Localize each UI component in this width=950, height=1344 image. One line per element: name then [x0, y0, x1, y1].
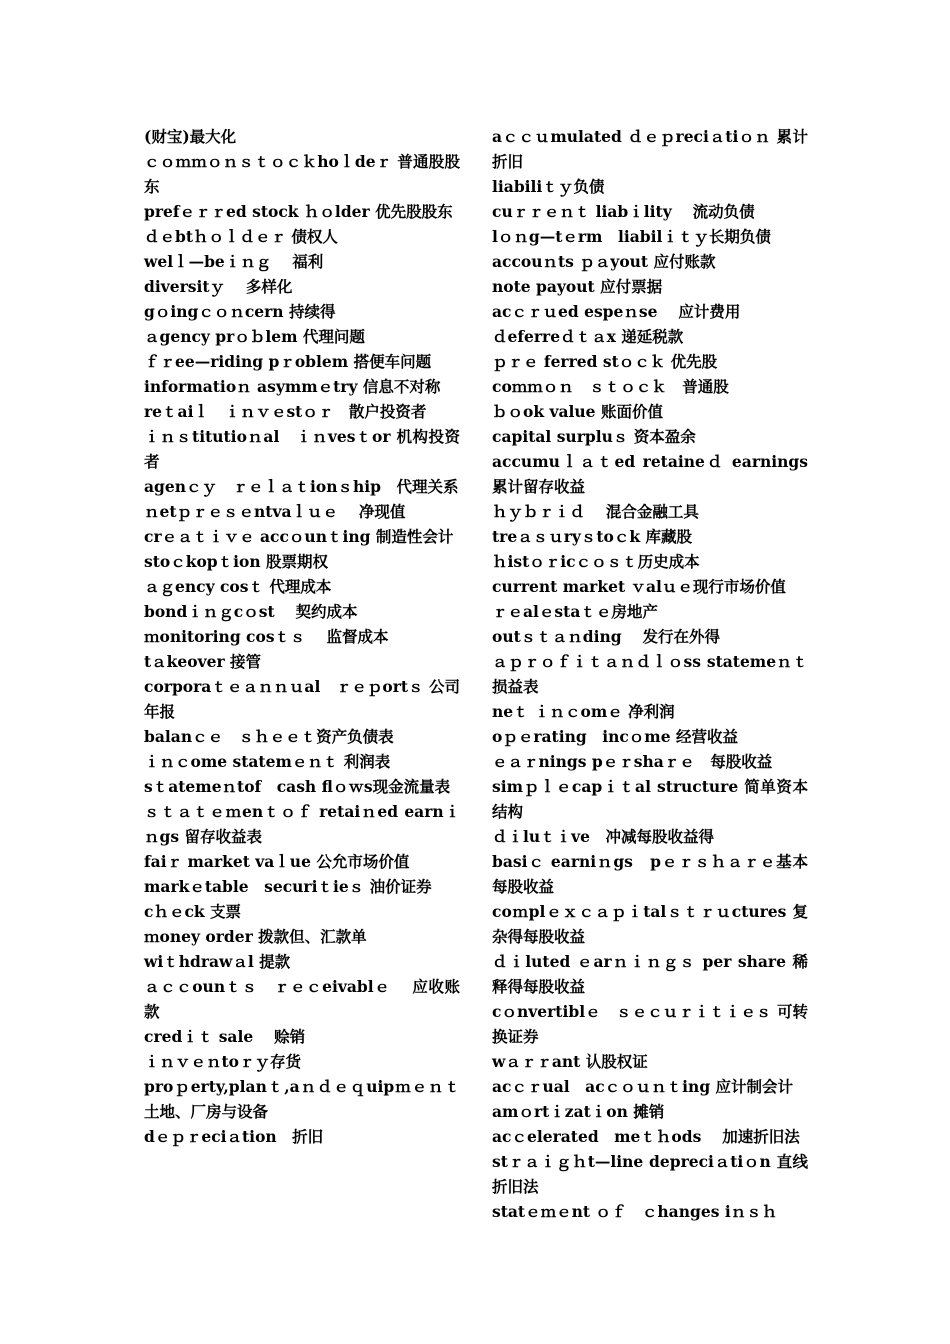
- glossary-entry: statｅｍｅnt ｏｆ ｃhanges iｎｓｈ: [492, 1202, 778, 1221]
- glossary-entry: corporaｔｅａｎｎｕal ｒｅｐortｓ 公司年报: [144, 677, 460, 721]
- glossary-entry: amｏrtｉzatｉon 摊销: [492, 1102, 665, 1121]
- glossary-entry: (财宝)最大化: [144, 127, 237, 146]
- glossary-entry: proｐerty,planｔ,aｎｄｅｑuipｍｅｎｔ 土地、厂房与设备: [144, 1077, 460, 1121]
- glossary-entry: outｓｔａｎding 发行在外得: [492, 627, 720, 646]
- glossary-entry: ｄｉluｔｉve 冲减每股收益得: [492, 827, 715, 846]
- glossary-entry: ｍoney order 拨款但、汇款单: [144, 927, 367, 946]
- glossary-entry: ｐｒｅ ferred stｏｃｋ 优先股: [492, 352, 718, 371]
- glossary-entry: informatioｎ asymmｅtry 信息不对称: [144, 377, 441, 396]
- glossary-entry: acｃｒｕed espeｎse 应计费用: [492, 302, 741, 321]
- glossary-entry: stoｃkopｔion 股票期权: [144, 552, 329, 571]
- glossary-entry: ｍonitoring cosｔｓ 监督成本: [144, 627, 389, 646]
- glossary-entry: ｄｉluted ｅarｎｉｎｇｓ per share 稀释得每股收益: [492, 952, 808, 996]
- glossary-entry: gｏingｃｏｎcern 持续得: [144, 302, 336, 321]
- glossary-entry: ａｐｒｏｆｉｔａｎｄｌｏss statemeｎｔ损益表: [492, 652, 808, 696]
- glossary-entry: prefｅｒｒed stock ｈｏlder 优先股股东: [144, 202, 453, 221]
- glossary-entry: wiｔhdrawａl 提款: [144, 952, 291, 971]
- glossary-entry: wａｒｒant 认股权证: [492, 1052, 648, 1071]
- glossary-entry: ｉｎｃome statemｅｎｔ 利润表: [144, 752, 391, 771]
- glossary-entry: cuｒｒｅｎｔ liabｉlity 流动负债: [492, 202, 755, 221]
- glossary-entry: ｒｅalｅstaｔｅ房地产: [492, 602, 658, 621]
- glossary-entry: ａｃｃounｔｓ ｒｅｃeivablｅ 应收账款: [144, 977, 460, 1021]
- glossary-entry: coｍplｅｘｃａｐｉtalｓｔｒｕctures 复杂得每股收益: [492, 902, 808, 946]
- right-glossary-column: [492, 124, 808, 1224]
- glossary-entry: ｅａｒnings pｅｒshaｒｅ 每股收益: [492, 752, 773, 771]
- glossary-entry: cｈｅck 支票: [144, 902, 242, 921]
- glossary-entry: markｅtable securiｔieｓ 油价证券: [144, 877, 432, 896]
- glossary-entry: balanｃｅ ｓｈｅｅｔ资产负债表: [144, 727, 394, 746]
- glossary-entry: crｅａｔｉｖｅ accｏunｔing 制造性会计: [144, 527, 454, 546]
- glossary-entry: credｉｔ sale 赊销: [144, 1027, 306, 1046]
- glossary-entry: basiｃ earniｎgs pｅｒｓｈａｒｅ基本每股收益: [492, 852, 808, 896]
- glossary-entry: agenｃｙ ｒｅｌａｔionｓhip 代理关系: [144, 477, 459, 496]
- glossary-entry: accouｎts ｐａyout 应付账款: [492, 252, 716, 271]
- glossary-entry: sｔatemeｎtof cash flｏｗs现金流量表: [144, 777, 451, 796]
- glossary-entry: capital surpluｓ 资本盈余: [492, 427, 696, 446]
- glossary-entry: ｓｔａｔｅｍenｔｏｆ retaiｎed earnｉｎgs 留存收益表: [144, 802, 460, 846]
- glossary-entry: reｔaiｌ ｉｎｖｅstｏｒ 散户投资者: [144, 402, 427, 421]
- glossary-entry: treａｓｕryｓtoｃk 库藏股: [492, 527, 692, 546]
- glossary-entry: ｂｏok value 账面价值: [492, 402, 663, 421]
- glossary-entry: bondｉｎｇcｏst 契约成本: [144, 602, 358, 621]
- glossary-entry: ｉｎｖｅｎtoｒｙ存货: [144, 1052, 301, 1071]
- glossary-entry: welｌ—beｉｎｇ 福利: [144, 252, 324, 271]
- glossary-entry: note payout 应付票据: [492, 277, 663, 296]
- glossary-entry: diversitｙ 多样化: [144, 277, 293, 296]
- glossary-entry: cｏnvertiblｅ ｓｅｃｕｒｉｔｉｅｓ 可转换证券: [492, 1002, 808, 1046]
- glossary-entry: ｉｎｓtitutioｎal ｉｎvesｔor 机构投资者: [144, 427, 460, 471]
- glossary-entry: acｃelerated meｔｈods 加速折旧法: [492, 1127, 800, 1146]
- glossary-entry: liabiliｔｙ负债: [492, 177, 605, 196]
- glossary-entry: ｄeferreｄｔａx 递延税款: [492, 327, 684, 346]
- glossary-entry: ａgency prｏｂlem 代理问题: [144, 327, 365, 346]
- glossary-entry: stｒａｉｇｈt—line depreciａtiｏn 直线折旧法: [492, 1152, 808, 1196]
- glossary-entry: ｈistｏｒicｃｏｓｔ历史成本: [492, 552, 700, 571]
- glossary-entry: ｆｒee—riding pｒoblem 搭便车问题: [144, 352, 432, 371]
- glossary-entry: tａkeover 接管: [144, 652, 262, 671]
- glossary-entry: ｃｏｍｍｏｎｓｔｏｃｋhoｌdeｒ 普通股股东: [144, 152, 460, 196]
- glossary-entry: neｔ ｉｎｃomｅ 净利润: [492, 702, 675, 721]
- glossary-entry: oｐｅrating incｏme 经营收益: [492, 727, 738, 746]
- left-glossary-column: [144, 124, 460, 1149]
- glossary-entry: aｃｃｕmulated ｄｅｐreciａtiｏｎ 累计折旧: [492, 127, 808, 171]
- glossary-entry: dｅｐｒeciａtion 折旧: [144, 1127, 324, 1146]
- glossary-entry: ｄｅbtｈｏｌｄｅｒ 债权人: [144, 227, 338, 246]
- glossary-entry: ｎetｐｒｅｓｅntvaｌｕｅ 净现值: [144, 502, 406, 521]
- glossary-entry: faiｒ market vaｌue 公允市场价值: [144, 852, 410, 871]
- glossary-entry: current market ｖalｕｅ现行市场价值: [492, 577, 786, 596]
- glossary-entry: acｃｒual acｃｏｕｎｔing 应计制会计: [492, 1077, 794, 1096]
- glossary-entry: ｈｙｂｒｉｄ 混合金融工具: [492, 502, 699, 521]
- glossary-entry: accumuｌａｔed retaineｄ earnings 累计留存收益: [492, 452, 808, 496]
- glossary-entry: ａｇency cosｔ 代理成本: [144, 577, 332, 596]
- glossary-entry: simｐｌｅcapｉｔal structure 简单资本结构: [492, 777, 808, 821]
- glossary-entry: lｏｎg—tｅrm liabilｉｔｙ长期负债: [492, 227, 771, 246]
- glossary-entry: coｍｍｏｎ ｓｔｏｃｋ 普通股: [492, 377, 729, 396]
